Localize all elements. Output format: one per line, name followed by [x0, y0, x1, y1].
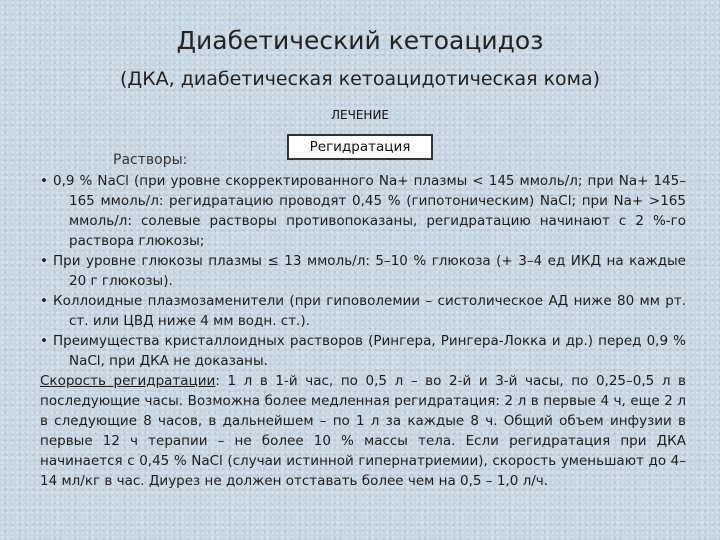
bullet-text: Коллоидные плазмозаменители (при гиповолемии – систолическое АД ниже 80 мм рт. ст. или ЦВД ниже 4 мм водн. ст.). [53, 293, 686, 329]
slide-subtitle: (ДКА, диабетическая кетоацидотическая кома) [119, 68, 601, 90]
list-item [40, 291, 686, 331]
content-body [40, 171, 686, 491]
bullet-mark: • [40, 333, 48, 349]
rate-label: Скорость регидратации [40, 373, 216, 389]
bullet-mark: • [40, 173, 48, 189]
section-heading: ЛЕЧЕНИЕ [331, 108, 389, 122]
bullet-text: Преимущества кристаллоидных растворов (Рингера, Рингера-Локка и др.) перед 0,9 % NaCl, при ДКА не доказаны. [53, 333, 686, 369]
list-item [40, 251, 686, 291]
list-item [40, 171, 686, 251]
bullet-text: При уровне глюкозы плазмы ≤ 13 ммоль/л: 5–10 % глюкоза (+ 3–4 ед ИКД на каждые 20 г глюкозы). [53, 253, 686, 289]
rate-paragraph [40, 371, 686, 491]
rehydration-box: Регидратация [287, 134, 433, 160]
bullet-text: 0,9 % NaCl (при уровне скорректированного Na+ плазмы < 145 ммоль/л; при Na+ 145–165 ммоль/л: регидратацию проводят 0,45 % (гипотоническим) NaCl; при Na+ >165 ммоль/л: солевые растворы противопоказаны, регидратацию начинают с 2 %-го раствора глюкозы; [53, 173, 686, 249]
rate-text: : 1 л в 1-й час, по 0,5 л – во 2-й и 3-й часы, по 0,25–0,5 л в последующие часы. Возможна более медленная регидратация: 2 л в первые 4 ч, еще 2 л в следующие 8 часов, в дальнейшем – по 1 л за каждые 8 ч. Общий объем инфузии в первые 12 ч терапии – не более 10 % массы тела. Если регидратация при ДКА начинается с 0,45 % NaCl (случаи истинной гипернатриемии), скорость уменьшают до 4–14 мл/кг в час. Диурез не должен отставать более чем на 0,5 – 1,0 л/ч. [40, 373, 687, 489]
bullet-mark: • [40, 293, 48, 309]
solutions-label: Растворы: [113, 152, 188, 168]
list-item [40, 331, 686, 371]
slide-title: Диабетический кетоацидоз [176, 26, 544, 55]
bullet-mark: • [40, 253, 48, 269]
